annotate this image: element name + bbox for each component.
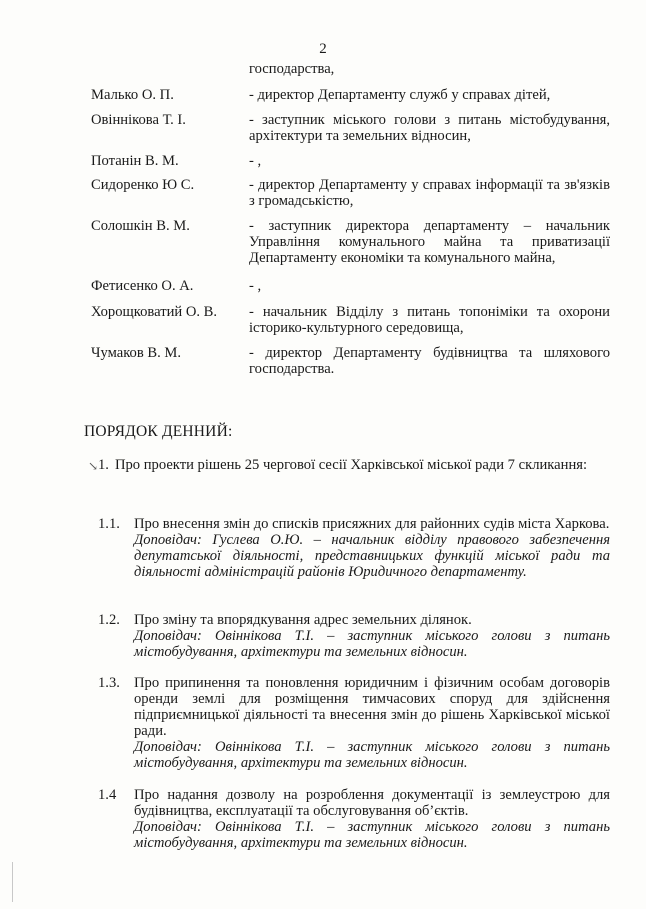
attendee-role: - заступник директора департаменту – начальник Управління комунального майна та приватизації Департаменту економіки та комунального майна, [249,218,610,266]
attendee-name: Хорощковатий О. В. [91,304,218,320]
agenda-intro [98,457,605,473]
agenda-item-speaker: Доповідач: Гуслева О.Ю. – начальник відділу правового забезпечення депутатської діяльності, представницьких функцій міської ради та діяльності адміністрацій районів Юридичного департаменту. [134,532,610,580]
attendee-name: Сидоренко Ю С. [91,177,195,193]
pen-mark-icon: ↘ [88,459,99,473]
page-number: 2 [319,41,327,57]
scan-margin-line [12,862,13,902]
agenda-item-number: 1.2. [98,612,120,628]
attendee-name: Потанін В. М. [91,153,179,169]
attendee-role: - заступник міського голови з питань містобудування, архітектури та земельних відносин, [249,112,610,144]
continuation-text: господарства, [249,61,335,77]
attendee-name: Малько О. П. [91,87,174,103]
agenda-item-number: 1.3. [98,675,120,691]
attendee-name: Овіннікова Т. І. [91,112,186,128]
agenda-intro-text: Про проекти рішень 25 чергової сесії Харківської міської ради 7 скликання: [114,457,588,473]
agenda-item-title: Про зміну та впорядкування адрес земельних ділянок. [134,612,472,628]
attendee-name: Солошкін В. М. [91,218,190,234]
attendee-name: Фетисенко О. А. [91,278,194,294]
agenda-item-title: Про внесення змін до списків присяжних для районних судів міста Харкова. [134,516,610,532]
agenda-intro-number: 1. [98,457,109,473]
agenda-item-speaker: Доповідач: Овіннікова Т.І. – заступник міського голови з питань містобудування, архітектури та земельних відносин. [134,739,610,771]
attendee-role: - директор Департаменту служб у справах дітей, [249,87,551,103]
attendee-role: - директор Департаменту у справах інформації та зв'язків з громадськістю, [249,177,610,209]
agenda-item-number: 1.4 [98,787,117,803]
attendee-role: - , [249,278,262,294]
agenda-item-title: Про надання дозволу на розроблення документації із землеустрою для будівництва, експлуатації та обслуговування об’єктів. [134,787,610,819]
agenda-heading: ПОРЯДОК ДЕННИЙ: [84,423,233,440]
attendee-role: - директор Департаменту будівництва та шляхового господарства. [249,345,610,377]
attendee-role: - , [249,153,262,169]
agenda-item-speaker: Доповідач: Овіннікова Т.І. – заступник міського голови з питань містобудування, архітектури та земельних відносин. [134,628,610,660]
attendee-role: - начальник Відділу з питань топоніміки та охорони історико-культурного середовища, [249,304,610,336]
attendee-name: Чумаков В. М. [91,345,182,361]
agenda-item-number: 1.1. [98,516,120,532]
agenda-item-speaker: Доповідач: Овіннікова Т.І. – заступник міського голови з питань містобудування, архітектури та земельних відносин. [134,819,610,851]
agenda-item-title: Про припинення та поновлення юридичним і фізичним особам договорів оренди землі для розміщення тимчасових споруд для здійснення підприємницької діяльності та внесення змін до рішень Харківської міської ради. [134,675,610,739]
